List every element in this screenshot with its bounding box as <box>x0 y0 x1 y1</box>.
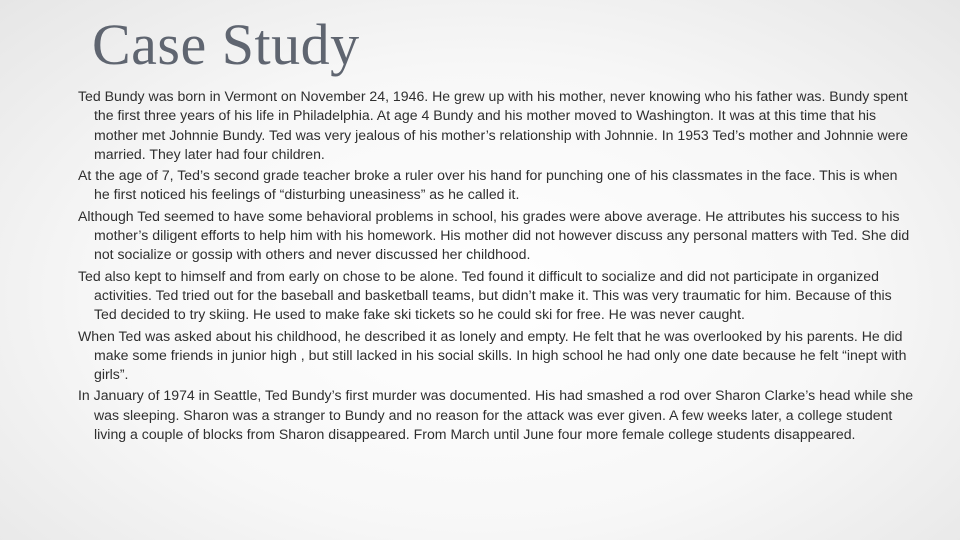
body-paragraph-4: Ted also kept to himself and from early on chose to be alone. Ted found it difficult to socialize and did not participate in organized activities. Ted tried out for the baseball and basketball teams, but didn’t make it. This was very traumatic for him. Because of this Ted decided to try skiing. He used to make fake ski tickets so he could ski for free. He was never caught. <box>78 267 892 323</box>
body-paragraph-1: Ted Bundy was born in Vermont on November 24, 1946. He grew up with his mother, never knowing who his father was. Bundy spent the first three years of his life in Philadelphia. At age 4 Bundy and his mother moved to Washington. It was at this time that his mother met Johnnie Bundy. Ted was very jealous of his mother’s relationship with Johnnie. In 1953 Ted’s mother and Johnnie were married. They later had four children. <box>78 88 908 162</box>
body-paragraph-3: Although Ted seemed to have some behavioral problems in school, his grades were above average. He attributes his success to his mother’s diligent efforts to help him with his homework. His mother did not however discuss any personal matters with Ted. She did not socialize or gossip with others and never discussed her childhood. <box>78 207 910 263</box>
body-paragraph-5: When Ted was asked about his childhood, he described it as lonely and empty. He felt that he was overlooked by his parents. He did make some friends in junior high , but still lacked in his social skills. In high school he had only one date because he felt “inept with girls”. <box>78 327 907 383</box>
body-paragraph-2: At the age of 7, Ted’s second grade teacher broke a ruler over his hand for punching one of his classmates in the face. This is when he first noticed his feelings of “disturbing uneasiness” as he called it. <box>78 167 898 203</box>
slide-body <box>78 87 916 446</box>
slide-title: Case Study <box>92 12 360 77</box>
body-paragraph-6: In January of 1974 in Seattle, Ted Bundy’s first murder was documented. His had smashed a rod over Sharon Clarke’s head while she was sleeping. Sharon was a stranger to Bundy and no reason for the attack was ever given. A few weeks later, a college student living a couple of blocks from Sharon disappeared. From March until June four more female college students disappeared. <box>78 387 914 443</box>
